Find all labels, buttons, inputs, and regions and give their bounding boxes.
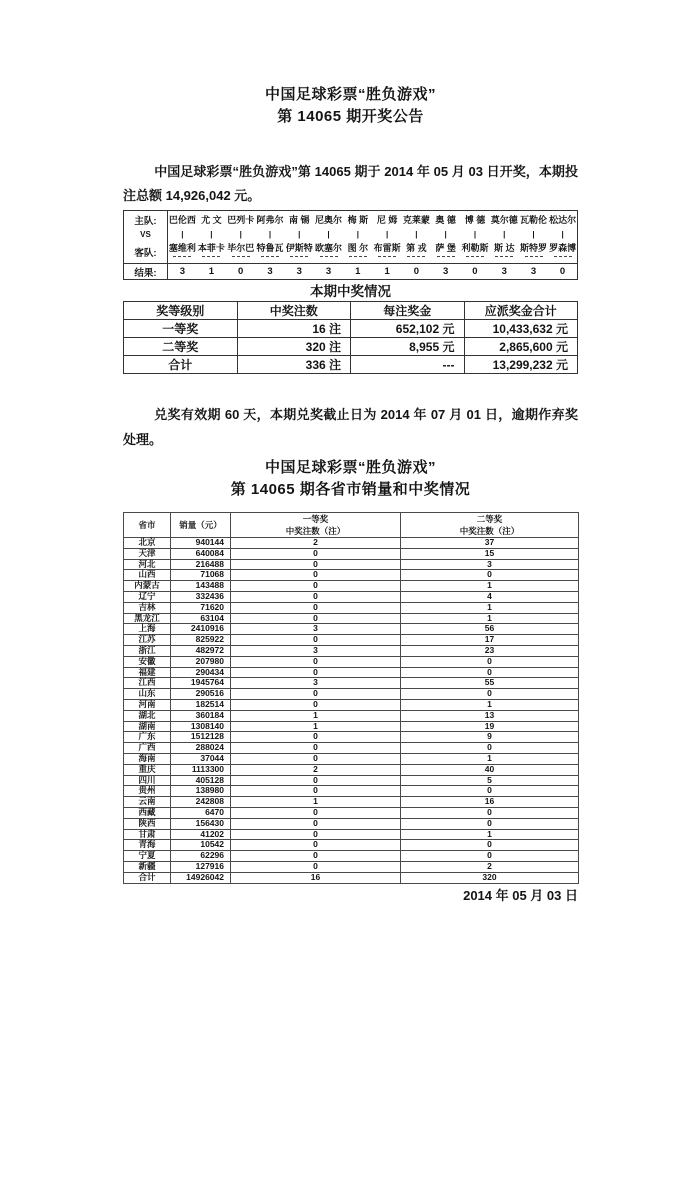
province-row	[124, 613, 579, 624]
province-first-prize-count: 2	[231, 764, 401, 775]
match-away-team: 斯 达	[493, 243, 515, 253]
province-sales: 14926042	[171, 872, 231, 883]
score-dash-line	[495, 256, 513, 257]
match-home-team: 瓦勒伦	[520, 215, 548, 225]
province-sales: 182514	[171, 699, 231, 710]
province-name: 北京	[124, 538, 171, 549]
match-label-home: 主队:	[124, 211, 168, 229]
match-vs-mark: |	[444, 230, 447, 239]
province-first-prize-count: 0	[231, 851, 401, 862]
prize-column-header: 应派奖金合计	[464, 302, 578, 320]
score-dash-line	[466, 256, 484, 257]
province-first-prize-count: 0	[231, 818, 401, 829]
prize-per-bet: 8,955 元	[351, 338, 465, 356]
province-first-prize-count: 0	[231, 613, 401, 624]
province-sales: 41202	[171, 829, 231, 840]
province-name: 贵州	[124, 786, 171, 797]
province-row	[124, 764, 579, 775]
province-name: 吉林	[124, 602, 171, 613]
match-away-cell	[343, 241, 372, 264]
province-name: 新疆	[124, 861, 171, 872]
match-vs-mark: |	[181, 230, 184, 239]
match-vs-mark: |	[561, 230, 564, 239]
match-vs-mark: |	[210, 230, 213, 239]
match-result: 0	[402, 264, 431, 280]
province-name: 陕西	[124, 818, 171, 829]
match-vs-mark: |	[503, 230, 506, 239]
match-home-team: 梅 斯	[347, 215, 369, 225]
prize-header-row	[124, 302, 578, 320]
match-vs-mark: |	[239, 230, 242, 239]
intro-paragraph: 中国足球彩票“胜负游戏”第 14065 期于 2014 年 05 月 03 日开奖，本期投注总额 14,926,042 元。	[123, 164, 578, 203]
province-row	[124, 872, 579, 883]
province-row	[124, 570, 579, 581]
province-second-prize-count: 15	[401, 548, 579, 559]
province-first-prize-count: 0	[231, 775, 401, 786]
match-result: 3	[519, 264, 548, 280]
announcement-title-line2: 第 14065 期开奖公告	[277, 108, 424, 125]
province-first-prize-count: 0	[231, 656, 401, 667]
prize-level: 一等奖	[124, 320, 238, 338]
province-name: 黑龙江	[124, 613, 171, 624]
score-dash-line	[261, 256, 279, 257]
province-title-line1: 中国足球彩票“胜负游戏”	[264, 459, 436, 476]
province-first-prize-count: 0	[231, 548, 401, 559]
province-first-prize-count: 16	[231, 872, 401, 883]
province-name: 广东	[124, 732, 171, 743]
province-sales: 63104	[171, 613, 231, 624]
province-sales: 156430	[171, 818, 231, 829]
province-sales: 143488	[171, 581, 231, 592]
match-away-cell	[197, 241, 226, 264]
province-row	[124, 635, 579, 646]
province-second-prize-count: 9	[401, 732, 579, 743]
province-row	[124, 807, 579, 818]
province-sales: 216488	[171, 559, 231, 570]
province-sales: 640084	[171, 548, 231, 559]
second-prize-header-line2: 中奖注数（注）	[459, 526, 520, 536]
match-result: 3	[255, 264, 284, 280]
province-sales: 10542	[171, 840, 231, 851]
province-second-prize-count: 1	[401, 829, 579, 840]
province-first-prize-count: 1	[231, 721, 401, 732]
match-home-row	[124, 211, 578, 229]
province-sales: 360184	[171, 710, 231, 721]
province-sales: 1308140	[171, 721, 231, 732]
second-prize-header-line1: 二等奖	[476, 514, 503, 524]
prize-count: 336 注	[237, 356, 351, 374]
first-prize-header-line1: 一等奖	[302, 514, 329, 524]
province-first-prize-count: 0	[231, 635, 401, 646]
match-away-team: 本菲卡	[197, 243, 225, 253]
province-row	[124, 689, 579, 700]
match-away-team: 罗森博	[549, 243, 577, 253]
province-second-prize-count: 0	[401, 851, 579, 862]
match-away-cell	[431, 241, 460, 264]
score-dash-line	[320, 256, 338, 257]
score-dash-line	[554, 256, 572, 257]
province-row	[124, 861, 579, 872]
province-row	[124, 699, 579, 710]
province-sales: 290434	[171, 667, 231, 678]
province-row	[124, 818, 579, 829]
document-page	[123, 0, 578, 904]
match-vs-mark: |	[532, 230, 535, 239]
match-result-row	[124, 264, 578, 280]
score-dash-line	[525, 256, 543, 257]
match-vs-mark: |	[356, 230, 359, 239]
prize-count: 16 注	[237, 320, 351, 338]
province-row	[124, 710, 579, 721]
province-second-prize-count: 56	[401, 624, 579, 635]
province-row	[124, 656, 579, 667]
province-second-prize-count: 5	[401, 775, 579, 786]
province-first-prize-count: 0	[231, 807, 401, 818]
match-home-team: 尤 文	[201, 215, 222, 225]
match-table-body	[124, 211, 578, 280]
province-name: 湖北	[124, 710, 171, 721]
match-home-team: 阿弗尔	[256, 215, 284, 225]
province-row	[124, 840, 579, 851]
province-second-prize-count: 0	[401, 807, 579, 818]
province-second-prize-count: 2	[401, 861, 579, 872]
match-vs-mark: |	[327, 230, 330, 239]
prize-row	[124, 320, 578, 338]
match-vs-mark: |	[415, 230, 418, 239]
prize-total: 13,299,232 元	[464, 356, 578, 374]
match-away-row	[124, 241, 578, 264]
prize-row	[124, 338, 578, 356]
province-name: 云南	[124, 797, 171, 808]
province-name: 河北	[124, 559, 171, 570]
province-sales: 242808	[171, 797, 231, 808]
province-row	[124, 743, 579, 754]
province-row	[124, 786, 579, 797]
province-first-prize-count: 0	[231, 861, 401, 872]
province-sales: 288024	[171, 743, 231, 754]
prize-count: 320 注	[237, 338, 351, 356]
province-sales: 127916	[171, 861, 231, 872]
match-vs-mark: |	[298, 230, 301, 239]
prize-level: 合计	[124, 356, 238, 374]
province-second-prize-count: 1	[401, 613, 579, 624]
score-dash-line	[349, 256, 367, 257]
match-away-team: 萨 堡	[435, 243, 456, 253]
province-name: 海南	[124, 753, 171, 764]
province-first-prize-count: 0	[231, 732, 401, 743]
province-first-prize-count: 2	[231, 538, 401, 549]
match-away-team: 布雷斯	[373, 243, 401, 253]
match-vs-mark: |	[473, 230, 477, 239]
province-second-prize-count: 0	[401, 786, 579, 797]
province-name: 山西	[124, 570, 171, 581]
province-row	[124, 851, 579, 862]
province-title-line2: 第 14065 期各省市销量和中奖情况	[230, 481, 471, 498]
province-row	[124, 721, 579, 732]
province-sales: 940144	[171, 538, 231, 549]
match-away-team: 利勒斯	[461, 243, 489, 253]
match-home-team: 南 锡	[289, 215, 310, 225]
province-first-prize-count: 3	[231, 645, 401, 656]
redeem-note: 兑奖有效期 60 天，本期兑奖截止日为 2014 年 07 月 01 日，逾期作弃奖处理。	[123, 407, 578, 447]
province-first-prize-count: 0	[231, 753, 401, 764]
province-second-prize-count: 1	[401, 602, 579, 613]
province-second-prize-count: 13	[401, 710, 579, 721]
province-table-body	[124, 538, 579, 884]
match-away-cell	[490, 241, 519, 264]
score-dash-line	[232, 256, 250, 257]
match-vs-mark: |	[385, 230, 389, 239]
province-sales: 62296	[171, 851, 231, 862]
prize-table-body	[124, 320, 578, 374]
score-dash-line	[173, 256, 191, 257]
province-row	[124, 602, 579, 613]
match-result: 3	[285, 264, 314, 280]
match-away-cell	[255, 241, 284, 264]
province-first-prize-count: 3	[231, 624, 401, 635]
match-vs-mark: |	[268, 230, 272, 239]
match-away-cell	[548, 241, 577, 264]
match-table	[123, 210, 578, 280]
province-second-prize-count: 55	[401, 678, 579, 689]
province-row	[124, 581, 579, 592]
province-second-prize-count: 0	[401, 570, 579, 581]
score-dash-line	[437, 256, 455, 257]
province-header-sales: 销量（元）	[171, 513, 231, 538]
province-name: 青海	[124, 840, 171, 851]
score-dash-line	[407, 256, 425, 257]
prize-section-title: 本期中奖情况	[310, 284, 391, 299]
match-result: 1	[372, 264, 401, 280]
province-name: 内蒙古	[124, 581, 171, 592]
province-second-prize-count: 23	[401, 645, 579, 656]
first-prize-header-line2: 中奖注数（注）	[285, 526, 346, 536]
province-first-prize-count: 0	[231, 786, 401, 797]
province-row	[124, 797, 579, 808]
province-name: 浙江	[124, 645, 171, 656]
match-away-team: 第 戎	[406, 243, 427, 253]
match-away-cell	[460, 241, 489, 264]
province-second-prize-count: 19	[401, 721, 579, 732]
match-away-cell	[314, 241, 343, 264]
match-result: 3	[168, 264, 197, 280]
province-second-prize-count: 40	[401, 764, 579, 775]
province-second-prize-count: 0	[401, 840, 579, 851]
match-result: 1	[197, 264, 226, 280]
province-second-prize-count: 1	[401, 753, 579, 764]
province-name: 甘肃	[124, 829, 171, 840]
province-name: 宁夏	[124, 851, 171, 862]
province-sales: 138980	[171, 786, 231, 797]
prize-column-header: 中奖注数	[237, 302, 351, 320]
province-header-row	[124, 513, 579, 538]
province-first-prize-count: 0	[231, 743, 401, 754]
province-second-prize-count: 37	[401, 538, 579, 549]
announcement-title-line1: 中国足球彩票“胜负游戏”	[264, 86, 436, 103]
province-first-prize-count: 0	[231, 581, 401, 592]
match-away-cell	[168, 241, 197, 264]
province-sales: 1512128	[171, 732, 231, 743]
match-away-cell	[372, 241, 401, 264]
match-away-cell	[285, 241, 314, 264]
province-sales: 71068	[171, 570, 231, 581]
match-away-team: 欧塞尔	[315, 243, 343, 253]
match-away-team: 图 尔	[347, 243, 369, 253]
province-row	[124, 624, 579, 635]
province-sales: 405128	[171, 775, 231, 786]
province-first-prize-count: 0	[231, 829, 401, 840]
province-header-second-prize	[401, 513, 579, 538]
match-home-team: 尼 姆	[376, 215, 398, 225]
province-row	[124, 559, 579, 570]
match-label-vs: VS	[124, 228, 168, 241]
province-sales: 2410916	[171, 624, 231, 635]
prize-per-bet: ---	[351, 356, 465, 374]
province-name: 湖南	[124, 721, 171, 732]
prize-row	[124, 356, 578, 374]
match-away-cell	[226, 241, 255, 264]
match-away-team: 特鲁瓦	[256, 243, 284, 253]
province-second-prize-count: 320	[401, 872, 579, 883]
province-name: 重庆	[124, 764, 171, 775]
prize-total: 2,865,600 元	[464, 338, 578, 356]
province-row	[124, 753, 579, 764]
match-result: 0	[226, 264, 255, 280]
document-date: 2014 年 05 月 03 日	[463, 887, 578, 903]
province-name: 四川	[124, 775, 171, 786]
match-vs-row	[124, 228, 578, 241]
prize-total: 10,433,632 元	[464, 320, 578, 338]
match-away-team: 伊斯特	[285, 243, 313, 253]
match-away-cell	[402, 241, 431, 264]
province-row	[124, 678, 579, 689]
announcement-title	[123, 0, 578, 128]
province-name: 上海	[124, 624, 171, 635]
province-first-prize-count: 0	[231, 559, 401, 570]
province-name: 合计	[124, 872, 171, 883]
province-first-prize-count: 0	[231, 689, 401, 700]
province-first-prize-count: 0	[231, 667, 401, 678]
match-away-cell	[519, 241, 548, 264]
match-away-team: 斯特罗	[520, 243, 548, 253]
score-dash-line	[378, 256, 396, 257]
province-name: 西藏	[124, 807, 171, 818]
match-result: 0	[460, 264, 489, 280]
province-sales: 71620	[171, 602, 231, 613]
province-second-prize-count: 1	[401, 581, 579, 592]
province-sales: 207980	[171, 656, 231, 667]
province-second-prize-count: 1	[401, 699, 579, 710]
match-result: 3	[431, 264, 460, 280]
province-second-prize-count: 0	[401, 667, 579, 678]
prize-per-bet: 652,102 元	[351, 320, 465, 338]
province-name: 江苏	[124, 635, 171, 646]
match-away-team: 塞维利	[168, 243, 196, 253]
province-row	[124, 591, 579, 602]
province-second-prize-count: 0	[401, 656, 579, 667]
province-name: 山东	[124, 689, 171, 700]
match-result: 3	[314, 264, 343, 280]
province-name: 广西	[124, 743, 171, 754]
province-header-name: 省市	[124, 513, 171, 538]
province-row	[124, 775, 579, 786]
province-header-first-prize	[231, 513, 401, 538]
match-result: 0	[548, 264, 577, 280]
province-first-prize-count: 0	[231, 570, 401, 581]
match-home-team: 尼奥尔	[315, 215, 343, 225]
province-name: 辽宁	[124, 591, 171, 602]
province-first-prize-count: 0	[231, 602, 401, 613]
score-dash-line	[290, 256, 308, 257]
prize-column-header: 奖等级别	[124, 302, 238, 320]
province-sales: 482972	[171, 645, 231, 656]
province-second-prize-count: 16	[401, 797, 579, 808]
match-label-result: 结果:	[124, 264, 168, 280]
province-row	[124, 829, 579, 840]
province-second-prize-count: 0	[401, 689, 579, 700]
province-first-prize-count: 3	[231, 678, 401, 689]
province-section-title	[123, 457, 578, 501]
province-second-prize-count: 17	[401, 635, 579, 646]
province-name: 安徽	[124, 656, 171, 667]
match-label-away: 客队:	[124, 241, 168, 264]
province-row	[124, 538, 579, 549]
province-second-prize-count: 0	[401, 743, 579, 754]
match-home-team: 克莱蒙	[402, 215, 430, 225]
province-table	[123, 512, 579, 884]
province-sales: 1945764	[171, 678, 231, 689]
province-second-prize-count: 3	[401, 559, 579, 570]
province-name: 天津	[124, 548, 171, 559]
province-name: 江西	[124, 678, 171, 689]
score-dash-line	[202, 256, 220, 257]
province-sales: 290516	[171, 689, 231, 700]
match-result: 3	[490, 264, 519, 280]
province-sales: 6470	[171, 807, 231, 818]
match-home-team: 巴列卡	[227, 215, 255, 225]
province-sales: 37044	[171, 753, 231, 764]
province-second-prize-count: 0	[401, 818, 579, 829]
province-sales: 332436	[171, 591, 231, 602]
match-home-team: 奥 德	[435, 215, 456, 225]
province-name: 河南	[124, 699, 171, 710]
prize-level: 二等奖	[124, 338, 238, 356]
province-second-prize-count: 4	[401, 591, 579, 602]
province-name: 福建	[124, 667, 171, 678]
match-home-team: 莫尔德	[490, 215, 518, 225]
province-first-prize-count: 1	[231, 710, 401, 721]
province-first-prize-count: 0	[231, 840, 401, 851]
province-row	[124, 645, 579, 656]
province-first-prize-count: 0	[231, 591, 401, 602]
province-first-prize-count: 1	[231, 797, 401, 808]
match-home-team: 博 德	[464, 215, 486, 225]
province-row	[124, 548, 579, 559]
province-sales: 825922	[171, 635, 231, 646]
prize-summary-table	[123, 301, 578, 374]
province-row	[124, 667, 579, 678]
match-result: 1	[343, 264, 372, 280]
match-home-team: 松达尔	[549, 215, 577, 225]
prize-column-header: 每注奖金	[351, 302, 465, 320]
match-home-team: 巴伦西	[168, 215, 196, 225]
province-sales: 1113300	[171, 764, 231, 775]
province-row	[124, 732, 579, 743]
match-away-team: 毕尔巴	[227, 243, 255, 253]
province-first-prize-count: 0	[231, 699, 401, 710]
